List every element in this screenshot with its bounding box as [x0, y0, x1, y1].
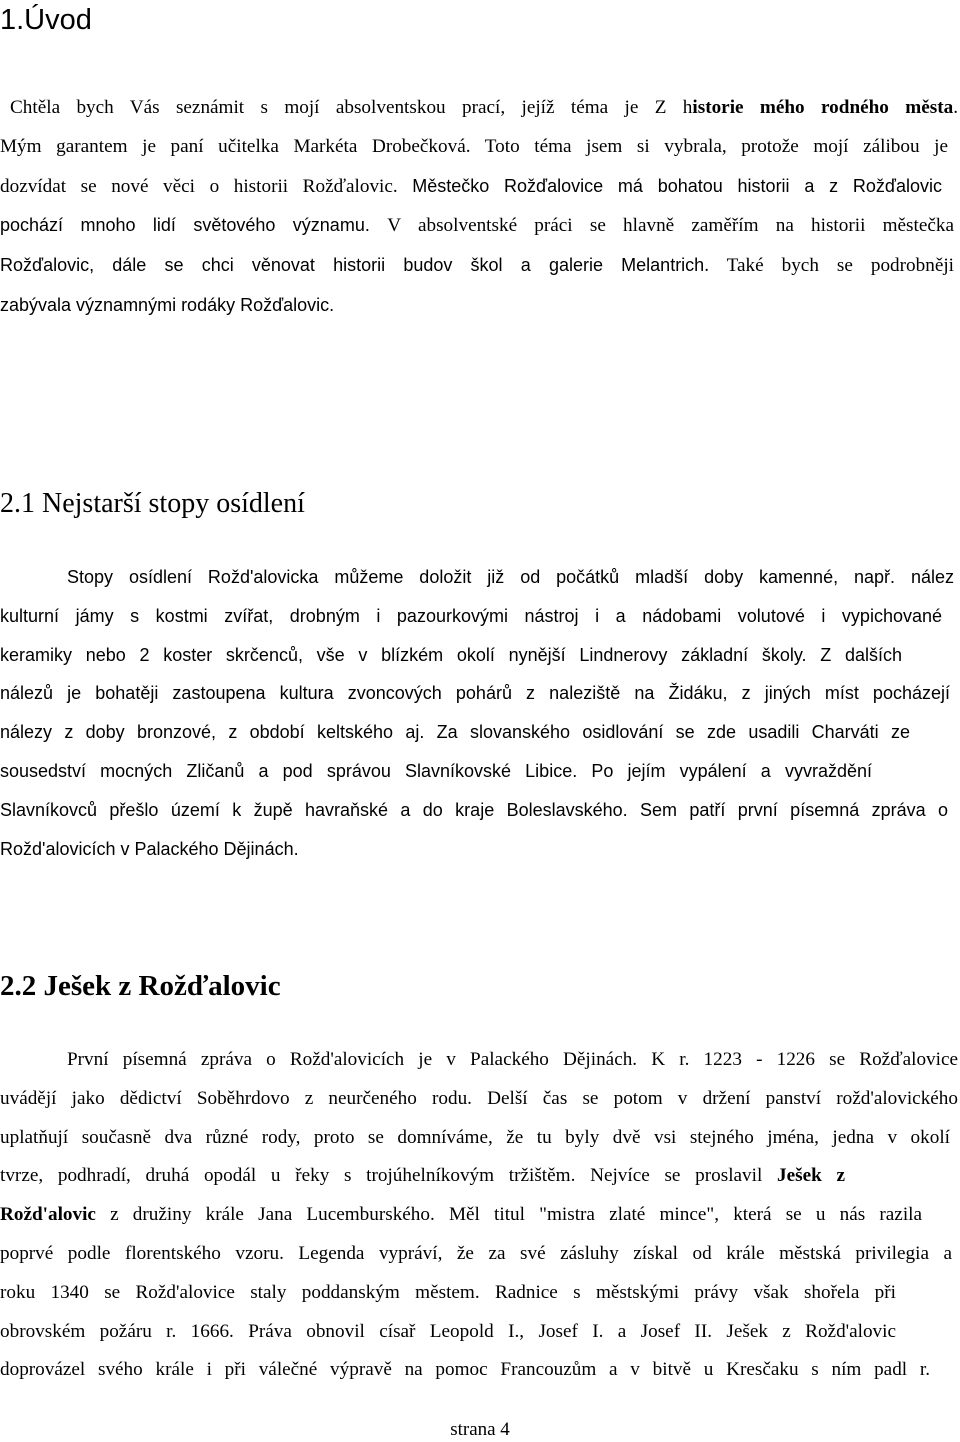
paragraph-line: poprvé podle florentského vzoru. Legenda vypráví, že za své zásluhy získal od krále městská privilegia a	[0, 1242, 952, 1264]
paragraph-uvod	[0, 89, 958, 325]
paragraph-line: uvádějí jako dědictví Soběhrdovo z neurčeného rodu. Delší čas se potom v držení panství rožd'alovického	[0, 1087, 958, 1109]
paragraph-line: sousedství mocných Zličanů a pod správou Slavníkovské Libice. Po jejím vypálení a vyvraždění	[0, 760, 872, 781]
paragraph-line: Mým garantem je paní učitelka Markéta Drobečková. Toto téma jsem si vybrala, protože mojí zálibou je	[0, 135, 948, 157]
paragraph-line: dozvídat se nové věci o historii Rožďalovic. Městečko Rožďalovice má bohatou historii a z Rožďalovic	[0, 175, 942, 197]
paragraph-nejstarsi-stopy	[0, 558, 958, 868]
paragraph-line: keramiky nebo 2 koster skrčenců, vše v blízkém okolí nynější Lindnerovy základní školy. Z dalších	[0, 644, 902, 665]
heading-nejstarsi-stopy: 2.1 Nejstarší stopy osídlení	[0, 488, 305, 519]
paragraph-line: První písemná zpráva o Rožd'alovicích je v Palackého Dějinách. K r. 1223 - 1226 se Rožďalovice	[67, 1049, 958, 1070]
paragraph-line: obrovském požáru r. 1666. Práva obnovil císař Leopold I., Josef I. a Josef II. Ješek z Rožd'alovic	[0, 1320, 896, 1342]
paragraph-line: Stopy osídlení Rožd'alovicka můžeme doložit již od počátků mladší doby kamenné, např. nález	[67, 567, 954, 587]
paragraph-line: Slavníkovců přešlo území k župě havraňské a do kraje Boleslavského. Sem patří první písemná zpráva o	[0, 799, 948, 820]
paragraph-line: doprovázel svého krále i při válečné výpravě na pomoc Francouzům a v bitvě u Kresčaku s ním padl r.	[0, 1359, 930, 1381]
paragraph-line: uplatňují současně dva různé rody, proto se domníváme, že tu byly dvě vsi stejného jména, jedna v okolí	[0, 1126, 950, 1148]
heading-uvod: 1.Úvod	[0, 4, 92, 36]
paragraph-line: tvrze, podhradí, druhá opodál u řeky s trojúhelníkovým tržištěm. Nejvíce se proslavil Ješek z	[0, 1165, 845, 1187]
paragraph-line: nálezy z doby bronzové, z období keltského aj. Za slovanského osidlování se zde usadili Charváti ze	[0, 722, 910, 743]
paragraph-line: Rožďalovic, dále se chci věnovat historii budov škol a galerie Melantrich. Také bych se podrobněji	[0, 255, 954, 277]
paragraph-line: kulturní jámy s kostmi zvířat, drobným i pazourkovými nástroj i a nádobami volutové i vypichované	[0, 605, 942, 626]
paragraph-line: Chtěla bych Vás seznámit s mojí absolventskou prací, jejíž téma je Z historie mého rodného města.	[10, 97, 958, 118]
paragraph-line: roku 1340 se Rožd'alovice staly poddanským městem. Radnice s městskými právy však shořela při	[0, 1281, 896, 1303]
paragraph-line: zabývala významnými rodáky Rožďalovic.	[0, 294, 335, 315]
heading-jesek: 2.2 Ješek z Rožďalovic	[0, 970, 281, 1002]
paragraph-jesek	[0, 1041, 958, 1390]
paragraph-line: pochází mnoho lidí světového významu. V absolventské práci se hlavně zaměřím na historii městečka	[0, 215, 954, 237]
paragraph-line: Rožd'alovicích v Palackého Dějinách.	[0, 838, 299, 859]
page-number: strana 4	[450, 1419, 510, 1440]
paragraph-line: nálezů je bohatěji zastoupena kultura zvoncových pohárů z naleziště na Židáku, z jiných míst pocházejí	[0, 683, 950, 704]
paragraph-line: Rožd'alovic z družiny krále Jana Lucemburského. Měl titul "mistra zlaté mince", která se u nás razila	[0, 1204, 922, 1226]
